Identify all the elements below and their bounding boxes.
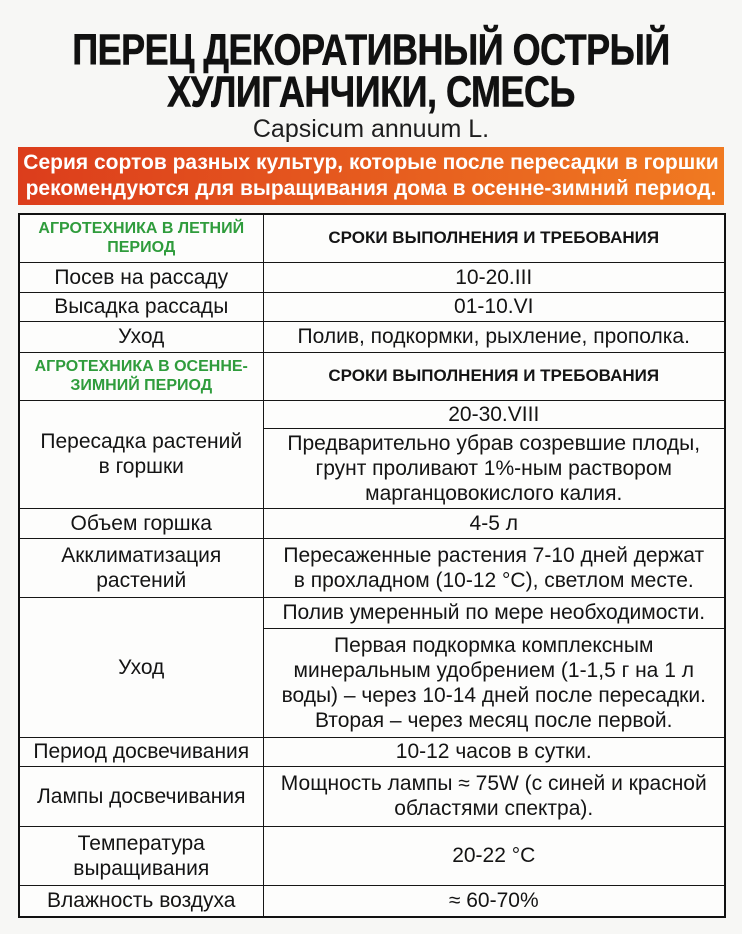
section-heading <box>19 352 263 400</box>
table-row <box>19 597 725 628</box>
section-heading-line: АГРОТЕХНИКА В ОСЕННЕ- <box>34 358 248 375</box>
row-label <box>19 400 263 508</box>
section-heading-line: ЗИМНИЙ ПЕРИОД <box>70 377 213 394</box>
column-heading: СРОКИ ВЫПОЛНЕНИЯ И ТРЕБОВАНИЯ <box>263 214 725 262</box>
table-row <box>19 737 725 766</box>
section-heading-line: ПЕРИОД <box>107 239 176 257</box>
row-value <box>263 321 725 352</box>
row-value-line: Полив, подкормки, рыхление, прополка. <box>297 325 690 348</box>
row-label-line: Уход <box>118 325 165 348</box>
product-variety-line: ХУЛИГАНЧИКИ, СМЕСЬ <box>167 66 575 117</box>
row-label-line: Уход <box>118 655 165 679</box>
row-label <box>19 262 263 292</box>
row-label <box>19 508 263 538</box>
row-value <box>263 597 725 628</box>
row-label-line: Период досвечивания <box>33 740 250 763</box>
table-row <box>19 321 725 352</box>
row-value <box>263 292 725 321</box>
row-value-line: грунт проливают 1%-ным раствором <box>315 456 672 480</box>
row-label <box>19 538 263 597</box>
row-value-line: ≈ 60-70% <box>448 889 539 913</box>
table-row <box>19 262 725 292</box>
row-label-line: выращивания <box>73 856 210 880</box>
row-value <box>263 628 725 737</box>
row-value-line: Вторая – через месяц после первой. <box>315 708 673 732</box>
row-label-line: Пересадка растений <box>40 430 243 453</box>
row-label <box>19 737 263 766</box>
row-label <box>19 292 263 321</box>
row-value-line: в прохладном (10-12 °С), светлом месте. <box>293 568 694 592</box>
row-value-line: 10-20.III <box>455 265 533 289</box>
row-value <box>263 538 725 597</box>
row-value-line: Полив умеренный по мере необходимости. <box>282 601 706 624</box>
row-value-line: Первая подкормка комплексным <box>334 633 654 657</box>
description-banner <box>18 147 724 205</box>
table-row <box>19 766 725 826</box>
row-value <box>263 262 725 292</box>
row-value <box>263 400 725 428</box>
latin-name: Capsicum annuum L. <box>252 115 490 143</box>
row-label-line: Влажность воздуха <box>47 889 236 913</box>
row-label-line: Акклиматизация <box>61 543 222 567</box>
banner-line: Серия сортов разных культур, которые после пересадки в горшки <box>23 151 719 174</box>
row-value-line: 4-5 л <box>469 511 518 535</box>
row-value <box>263 766 725 826</box>
table-row <box>19 400 725 428</box>
row-label-line: Объем горшка <box>70 511 212 535</box>
row-value-line: 01-10.VI <box>454 295 534 318</box>
row-value-line: Пересаженные растения 7-10 дней держат <box>283 543 705 567</box>
row-label-line: Посев на рассаду <box>54 265 229 289</box>
row-value-line: воды) – через 10-14 дней после пересадки. <box>281 683 706 707</box>
row-label <box>19 766 263 826</box>
row-value-line: марганцовокислого калия. <box>365 481 623 505</box>
row-value-line: областями спектра). <box>394 797 594 820</box>
row-label-line: Температура <box>77 831 205 855</box>
product-title-line: ПЕРЕЦ ДЕКОРАТИВНЫЙ ОСТРЫЙ <box>72 24 670 75</box>
section-heading <box>19 214 263 262</box>
row-value-line: 10-12 часов в сутки. <box>395 740 592 763</box>
row-value <box>263 508 725 538</box>
column-heading: СРОКИ ВЫПОЛНЕНИЯ И ТРЕБОВАНИЯ <box>263 352 725 400</box>
banner-line: рекомендуются для выращивания дома в осенне-зимний период. <box>25 177 717 200</box>
row-value-line: 20-30.VIII <box>448 402 540 426</box>
section-heading-line: АГРОТЕХНИКА В ЛЕТНИЙ <box>38 220 245 238</box>
row-value <box>263 428 725 508</box>
row-value-line: Предварительно убрав созревшие плоды, <box>287 431 701 455</box>
product-variety <box>0 66 742 117</box>
row-label-line: в горшки <box>98 455 184 478</box>
row-label <box>19 597 263 737</box>
row-label-line: растений <box>96 568 187 592</box>
table-row <box>19 292 725 321</box>
row-label <box>19 885 263 917</box>
agrotechnics-table <box>18 213 726 918</box>
row-label <box>19 321 263 352</box>
row-value-line: 20-22 °С <box>452 844 536 867</box>
row-value-line: минеральным удобрением (1-1,5 г на 1 л <box>293 658 694 682</box>
section-header-row <box>19 352 725 400</box>
row-label-line: Лампы досвечивания <box>36 784 246 808</box>
table-row <box>19 826 725 885</box>
section-header-row <box>19 214 725 262</box>
row-value <box>263 737 725 766</box>
table-row <box>19 508 725 538</box>
table-row <box>19 538 725 597</box>
row-value <box>263 885 725 917</box>
row-value <box>263 826 725 885</box>
row-value-line: Мощность лампы ≈ 75W (с синей и красной <box>280 772 707 795</box>
table-row <box>19 885 725 917</box>
row-label-line: Высадка рассады <box>54 295 229 318</box>
row-label <box>19 826 263 885</box>
